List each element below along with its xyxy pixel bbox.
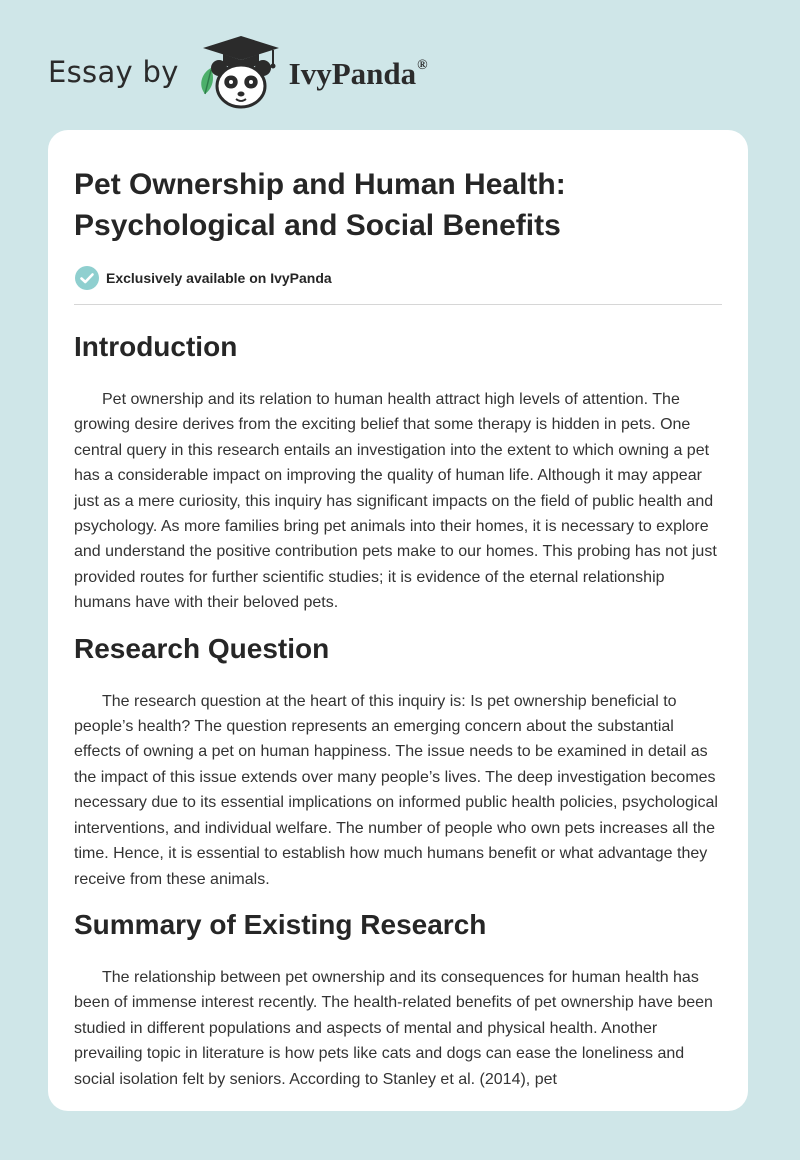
essay-card [48, 130, 748, 1111]
section-heading-research-question: Research Question [74, 632, 330, 664]
essay-title: Pet Ownership and Human Health: Psychological and Social Benefits [74, 168, 566, 242]
section-paragraph-introduction: Pet ownership and its relation to human health attract high levels of attention. The growing desire derives from the exciting belief that some therapy is hidden in pets. One central query in this research entails an investigation into the extent to which owning a pet has a considerable impact on improving the quality of human life. Although it may appear just as a mere curiosity, this inquiry has significant impacts on the field of public health and psychology. As more families bring pet animals into their homes, it is necessary to explore and understand the positive contribution pets make to our homes. This probing has not just provided routes for further scientific studies; it is evidence of the eternal relationship humans have with their beloved pets. [74, 391, 717, 612]
section-paragraph-summary: The relationship between pet ownership and its consequences for human health has been of immense interest recently. The health-related benefits of pet ownership have been studied in different populations and aspects of mental and physical health. Another prevailing topic in literature is how pets like cats and dogs can ease the loneliness and social isolation felt by seniors. According to Stanley et al. (2014), pet [74, 968, 713, 1088]
trademark-symbol: ® [417, 57, 428, 73]
section-heading-summary: Summary of Existing Research [74, 908, 487, 940]
exclusive-badge [74, 264, 722, 292]
exclusive-label: Exclusively available on IvyPanda [106, 270, 332, 286]
divider [74, 304, 722, 305]
essay-by-label: Essay by [48, 55, 179, 89]
brand-name [289, 56, 428, 92]
panda-logo-icon [193, 32, 283, 112]
section-heading-introduction: Introduction [74, 331, 238, 362]
check-icon [74, 265, 100, 291]
site-header [48, 30, 428, 114]
brand-text: IvyPanda [288, 56, 417, 91]
section-paragraph-research-question: The research question at the heart of this inquiry is: Is pet ownership beneficial to people’s health? The question represents an emerging concern about the substantial effects of owning a pet on human happiness. The issue needs to be examined in detail as the impact of this issue extends over many people’s lives. The deep investigation becomes necessary due to its essential implications on informed public health policies, psychological interventions, and individual welfare. The number of people who own pets increases all the time. Hence, it is essential to establish how much humans benefit or what advantage they receive from these animals. [74, 692, 718, 888]
